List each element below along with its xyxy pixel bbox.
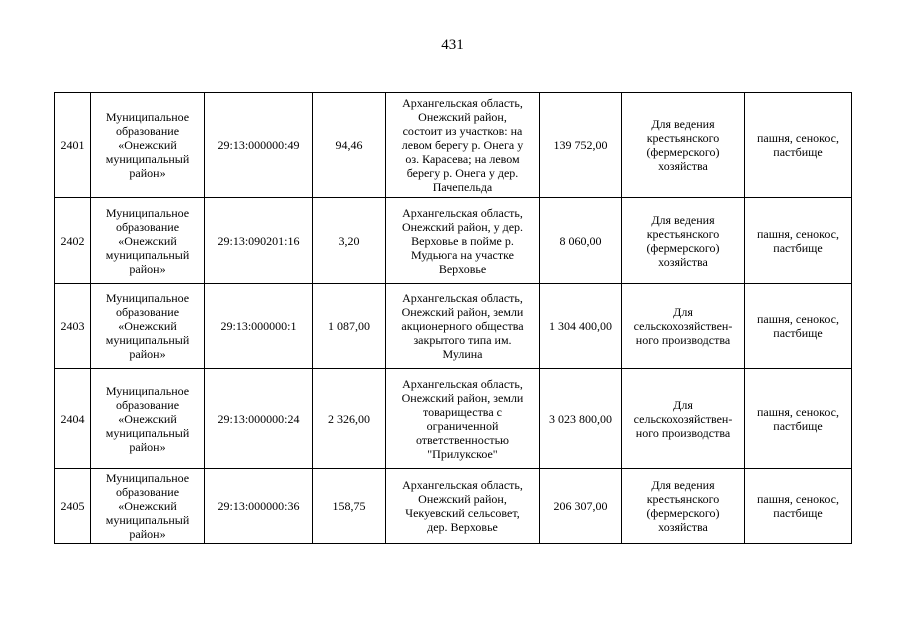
owner-cell: Муниципальное образование «Онежский муниципальный район»: [91, 284, 205, 369]
area-cell: 2 326,00: [313, 369, 386, 469]
value-cell: 3 023 800,00: [540, 369, 622, 469]
table-row: [55, 469, 852, 544]
owner-cell: Муниципальное образование «Онежский муниципальный район»: [91, 369, 205, 469]
row-number: 2403: [55, 284, 91, 369]
area-cell: 158,75: [313, 469, 386, 544]
land-use-cell: пашня, сенокос, пастбище: [745, 198, 852, 284]
purpose-cell: Для ведения крестьянского (фермерского) хозяйства: [622, 93, 745, 198]
owner-cell: Муниципальное образование «Онежский муниципальный район»: [91, 469, 205, 544]
value-cell: 139 752,00: [540, 93, 622, 198]
table-row: [55, 284, 852, 369]
cadastral-number-cell: 29:13:000000:36: [205, 469, 313, 544]
page-number: 431: [441, 37, 464, 53]
area-cell: 94,46: [313, 93, 386, 198]
row-number: 2402: [55, 198, 91, 284]
owner-cell: Муниципальное образование «Онежский муниципальный район»: [91, 198, 205, 284]
purpose-cell: Для ведения крестьянского (фермерского) хозяйства: [622, 469, 745, 544]
table-row: [55, 93, 852, 198]
cadastral-number-cell: 29:13:000000:1: [205, 284, 313, 369]
owner-cell: Муниципальное образование «Онежский муниципальный район»: [91, 93, 205, 198]
table-row: [55, 369, 852, 469]
land-use-cell: пашня, сенокос, пастбище: [745, 469, 852, 544]
value-cell: 8 060,00: [540, 198, 622, 284]
location-cell: Архангельская область, Онежский район, земли товарищества с ограниченной ответственностью "Прилукское": [386, 369, 540, 469]
location-cell: Архангельская область, Онежский район, земли акционерного общества закрытого типа им. Мулина: [386, 284, 540, 369]
purpose-cell: Для ведения крестьянского (фермерского) хозяйства: [622, 198, 745, 284]
location-cell: Архангельская область, Онежский район, Чекуевский сельсовет, дер. Верховье: [386, 469, 540, 544]
purpose-cell: Для сельскохозяйствен- ного производства: [622, 369, 745, 469]
land-use-cell: пашня, сенокос, пастбище: [745, 369, 852, 469]
value-cell: 206 307,00: [540, 469, 622, 544]
purpose-cell: Для сельскохозяйствен- ного производства: [622, 284, 745, 369]
land-use-cell: пашня, сенокос, пастбище: [745, 284, 852, 369]
location-cell: Архангельская область, Онежский район, у дер. Верховье в пойме р. Мудьюга на участке Верховье: [386, 198, 540, 284]
area-cell: 3,20: [313, 198, 386, 284]
table-row: [55, 198, 852, 284]
row-number: 2401: [55, 93, 91, 198]
land-parcels-table: [54, 92, 852, 544]
value-cell: 1 304 400,00: [540, 284, 622, 369]
cadastral-number-cell: 29:13:090201:16: [205, 198, 313, 284]
cadastral-number-cell: 29:13:000000:24: [205, 369, 313, 469]
row-number: 2405: [55, 469, 91, 544]
cadastral-number-cell: 29:13:000000:49: [205, 93, 313, 198]
location-cell: Архангельская область, Онежский район, состоит из участков: на левом берегу р. Онега у оз. Карасева; на левом берегу р. Онега у дер. Пачепельда: [386, 93, 540, 198]
land-use-cell: пашня, сенокос, пастбище: [745, 93, 852, 198]
row-number: 2404: [55, 369, 91, 469]
area-cell: 1 087,00: [313, 284, 386, 369]
